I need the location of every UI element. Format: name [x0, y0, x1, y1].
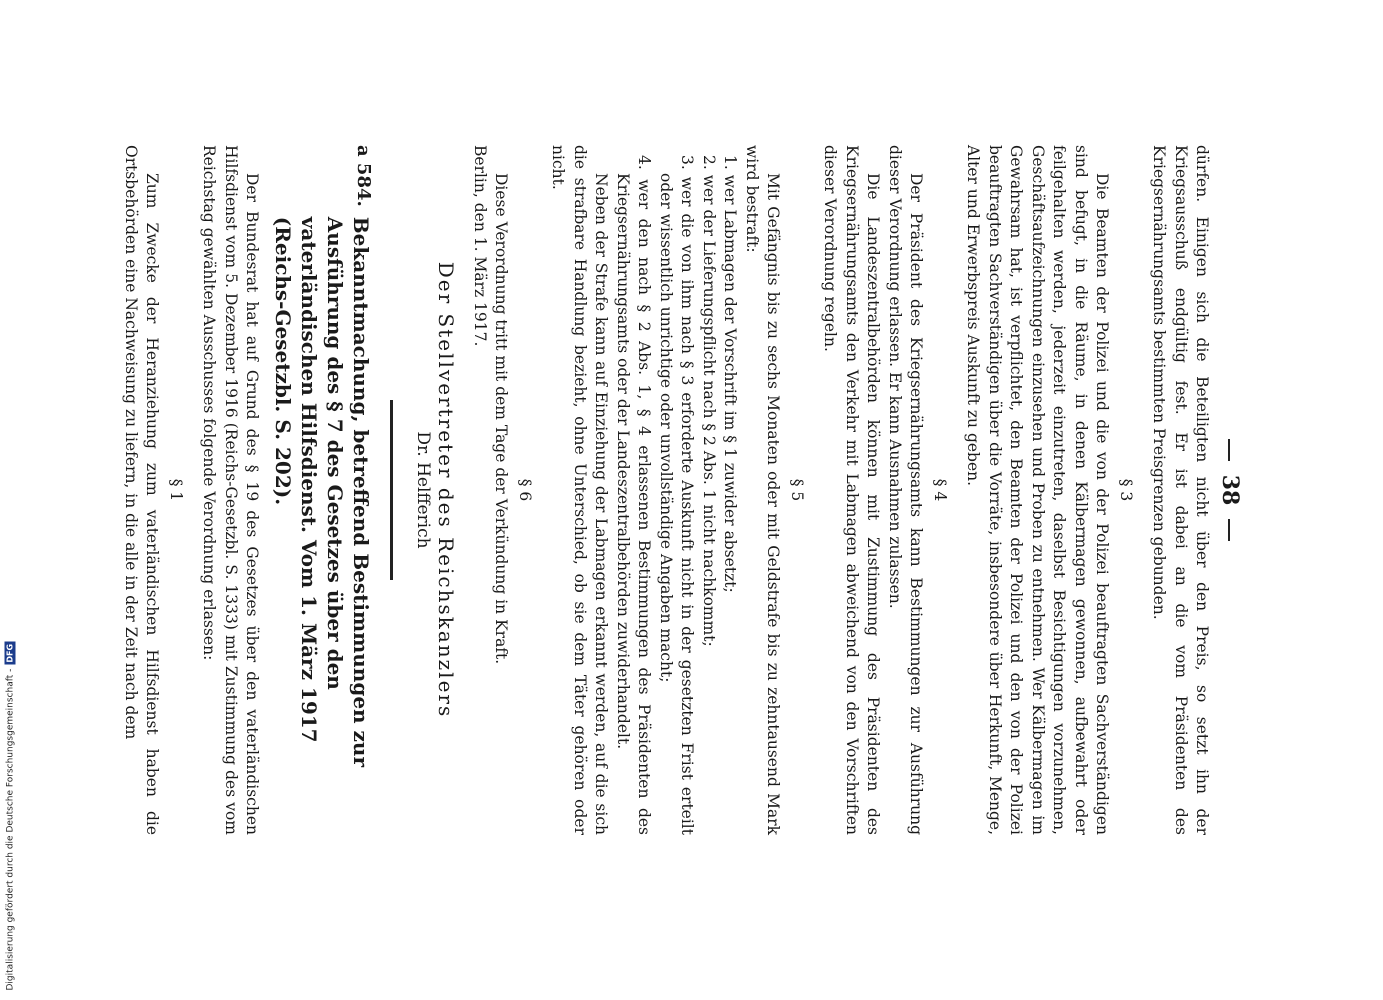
section-4-paragraph-2: Die Landeszentralbehörden können mit Zustimmung des Präsidenten des Kriegsernährungsamts den Verkehr mit Labmagen abweichend von den Vorschriften dieser Verordnung regeln. [821, 145, 883, 835]
section-5-item-1: 1. wer Labmagen der Vorschrift im § 1 zuwider absetzt; [721, 155, 740, 593]
intro-paragraph: dürfen. Einigen sich die Beteiligten nicht über den Preis, so setzt ihn der Kriegsausschuß endgültig fest. Er ist dabei an die vom Präsidenten des Kriegsernährungsamts bestimmten Preisgrenzen gebunden. [1150, 145, 1212, 835]
signature-role: Der Stellvertreter des Reichskanzlers [434, 261, 459, 719]
digitization-credit-text: Digitalisierung gefördert durch die Deutsche Forschungsgemeinschaft - [5, 668, 15, 991]
separator-rule [391, 400, 394, 580]
section-4-paragraph-1: Der Präsident des Kriegsernährungsamts kann Bestimmungen zur Ausführung dieser Verordnung erlassen. Er kann Ausnahmen zulassen. [886, 145, 926, 835]
section-3-paragraph: Die Beamten der Polizei und die von der Polizei beauftragten Sachverständigen sind befugt, in die Räume, in denen Kälbermagen gewonnen, aufbewahrt oder feilgehalten werden, jederzeit einzutreten, daselbst Besichtigungen vorzunehmen, Geschäftsaufzeichnungen einzusehen und Proben zu entnehmen. Wer Kälbermagen im Gewahrsam hat, ist verpflichtet, den Beamten der Polizei und den von der Polizei beauftragten Sachverständigen über die Vorräte, insbesondere über Herkunft, Menge, Alter und Erwerbspreis Auskunft zu geben. [964, 145, 1112, 835]
section-heading-4: § 4 [931, 478, 949, 502]
announcement-number: a 584. [353, 145, 375, 207]
section-heading-5: § 5 [788, 478, 806, 502]
section-6-paragraph: Diese Verordnung tritt mit dem Tage der Verkündung in Kraft. [492, 173, 511, 665]
announcement-intro: Der Bundesrat hat auf Grund des § 19 des Gesetzes über den vaterländischen Hilfsdienst vom 5. Dezember 1916 (Reichs-Gesetzbl. S. 1333) mit Zustimmung des vom Reichstag gewählten Ausschusses folgende Verordnung erlassen: [200, 145, 262, 835]
announcement-header [271, 145, 375, 835]
announcement-section-heading: § 1 [167, 478, 185, 502]
date-line: Berlin, den 1. März 1917. [471, 145, 489, 347]
announcement-section-text: Zum Zwecke der Heranziehung zum vaterländischen Hilfsdienst haben die Ortsbehörden eine Nachweisung zu liefern, in die alle in der Zeit nach dem [122, 145, 162, 835]
section-5-item-2: 2. wer der Lieferungspflicht nach § 2 Abs. 1 nicht nachkommt; [700, 155, 718, 647]
section-heading-3: § 3 [1117, 478, 1135, 502]
page-number: 38 [1217, 474, 1243, 506]
section-5-paragraph: Mit Gefängnis bis zu sechs Monaten oder mit Geldstrafe bis zu zehntausend Mark wird bestraft: [743, 145, 783, 835]
document-page [122, 145, 1243, 835]
section-5-after-items: Neben der Strafe kann auf Einziehung der Labmagen erkannt werden, auf die sich die strafbare Handlung bezieht, ohne Unterschied, ob sie dem Täter gehören oder nicht. [549, 145, 611, 835]
header-dash-left [1228, 439, 1230, 461]
announcement-title: Bekanntmachung, betreffend Bestimmungen zur Ausführung des § 7 des Gesetzes über den vaterländischen Hilfsdienst. Vom 1. März 1917 (Reichs-Gesetzbl. S. 202). [271, 216, 374, 767]
digitization-credit [5, 591, 16, 991]
signature-name: Dr. Helfferich [413, 431, 433, 549]
header-dash-right [1228, 519, 1230, 541]
section-5-item-3: 3. wer die von ihm nach § 3 erforderte Auskunft nicht in der gesetzten Frist erteilt oder wissentlich unrichtige oder unvollständige Angaben macht; [657, 155, 697, 835]
dfg-logo: DFG [5, 643, 15, 663]
section-heading-6: § 6 [516, 478, 534, 502]
section-5-item-4: 4. wer den nach § 2 Abs. 1, § 4 erlassenen Bestimmungen des Präsidenten des Kriegsernährungsamts oder der Landeszentralbehörden zuwiderhandelt. [614, 155, 654, 835]
page-header [1219, 145, 1241, 835]
